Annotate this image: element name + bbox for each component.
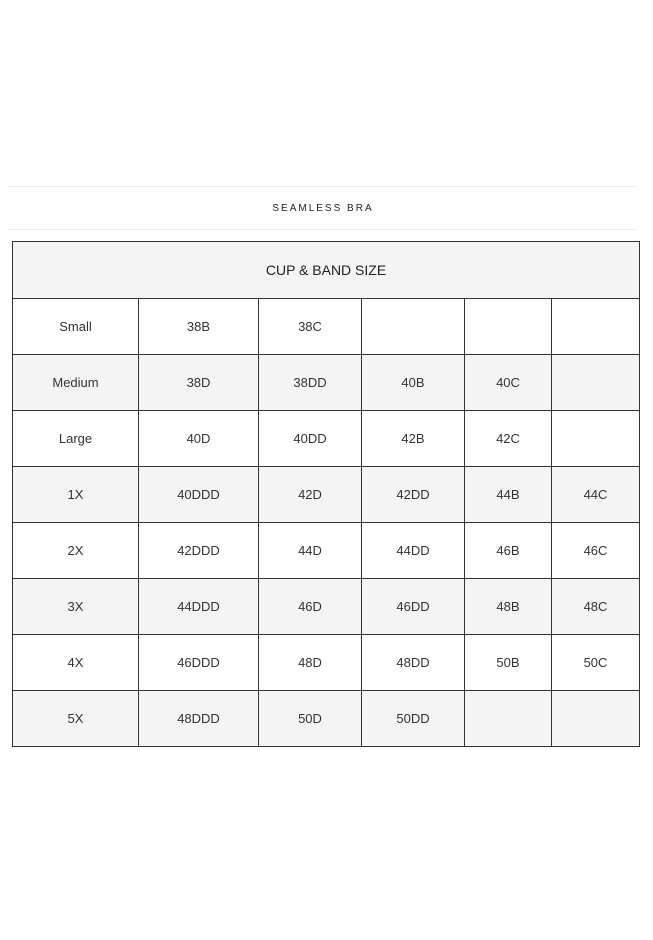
table-cell: 48DDD: [139, 691, 259, 747]
table-cell: 48DD: [362, 635, 465, 691]
table-cell: 50C: [552, 635, 640, 691]
table-cell: [552, 355, 640, 411]
size-label: Medium: [13, 355, 139, 411]
table-cell: 44DDD: [139, 579, 259, 635]
table-row: [13, 355, 640, 411]
table-cell: 38C: [259, 299, 362, 355]
size-label: 1X: [13, 467, 139, 523]
table-cell: 40D: [139, 411, 259, 467]
size-label: 4X: [13, 635, 139, 691]
table-cell: 48C: [552, 579, 640, 635]
table-cell: 42D: [259, 467, 362, 523]
table-cell: 50DD: [362, 691, 465, 747]
table-row: [13, 579, 640, 635]
table-header: CUP & BAND SIZE: [13, 242, 640, 299]
size-label: Small: [13, 299, 139, 355]
table-cell: 44C: [552, 467, 640, 523]
table-cell: 46D: [259, 579, 362, 635]
table-cell: 38DD: [259, 355, 362, 411]
table-cell: 44B: [465, 467, 552, 523]
table-cell: 42B: [362, 411, 465, 467]
table-cell: 38D: [139, 355, 259, 411]
table-cell: [552, 691, 640, 747]
table-cell: 42DDD: [139, 523, 259, 579]
table-cell: 46C: [552, 523, 640, 579]
table-cell: 40B: [362, 355, 465, 411]
table-cell: 38B: [139, 299, 259, 355]
table-cell: 48D: [259, 635, 362, 691]
size-label: 2X: [13, 523, 139, 579]
size-label: 5X: [13, 691, 139, 747]
table-cell: [465, 691, 552, 747]
section-title-band: [8, 186, 638, 230]
table-cell: [552, 411, 640, 467]
table-row: [13, 691, 640, 747]
table-cell: 46B: [465, 523, 552, 579]
table-cell: [465, 299, 552, 355]
table-header-row: [13, 242, 640, 299]
table-cell: [552, 299, 640, 355]
size-chart-table: [12, 241, 640, 747]
table-row: [13, 467, 640, 523]
size-label: Large: [13, 411, 139, 467]
table-cell: 40DD: [259, 411, 362, 467]
table-row: [13, 523, 640, 579]
table-row: [13, 411, 640, 467]
table-cell: [362, 299, 465, 355]
table-cell: 42C: [465, 411, 552, 467]
section-title: SEAMLESS BRA: [272, 202, 374, 214]
size-label: 3X: [13, 579, 139, 635]
table-cell: 40C: [465, 355, 552, 411]
table-row: [13, 635, 640, 691]
table-cell: 46DD: [362, 579, 465, 635]
table-cell: 44D: [259, 523, 362, 579]
table-row: [13, 299, 640, 355]
table-cell: 50D: [259, 691, 362, 747]
table-cell: 50B: [465, 635, 552, 691]
table-cell: 44DD: [362, 523, 465, 579]
table-cell: 40DDD: [139, 467, 259, 523]
table-cell: 48B: [465, 579, 552, 635]
table-cell: 46DDD: [139, 635, 259, 691]
table-cell: 42DD: [362, 467, 465, 523]
